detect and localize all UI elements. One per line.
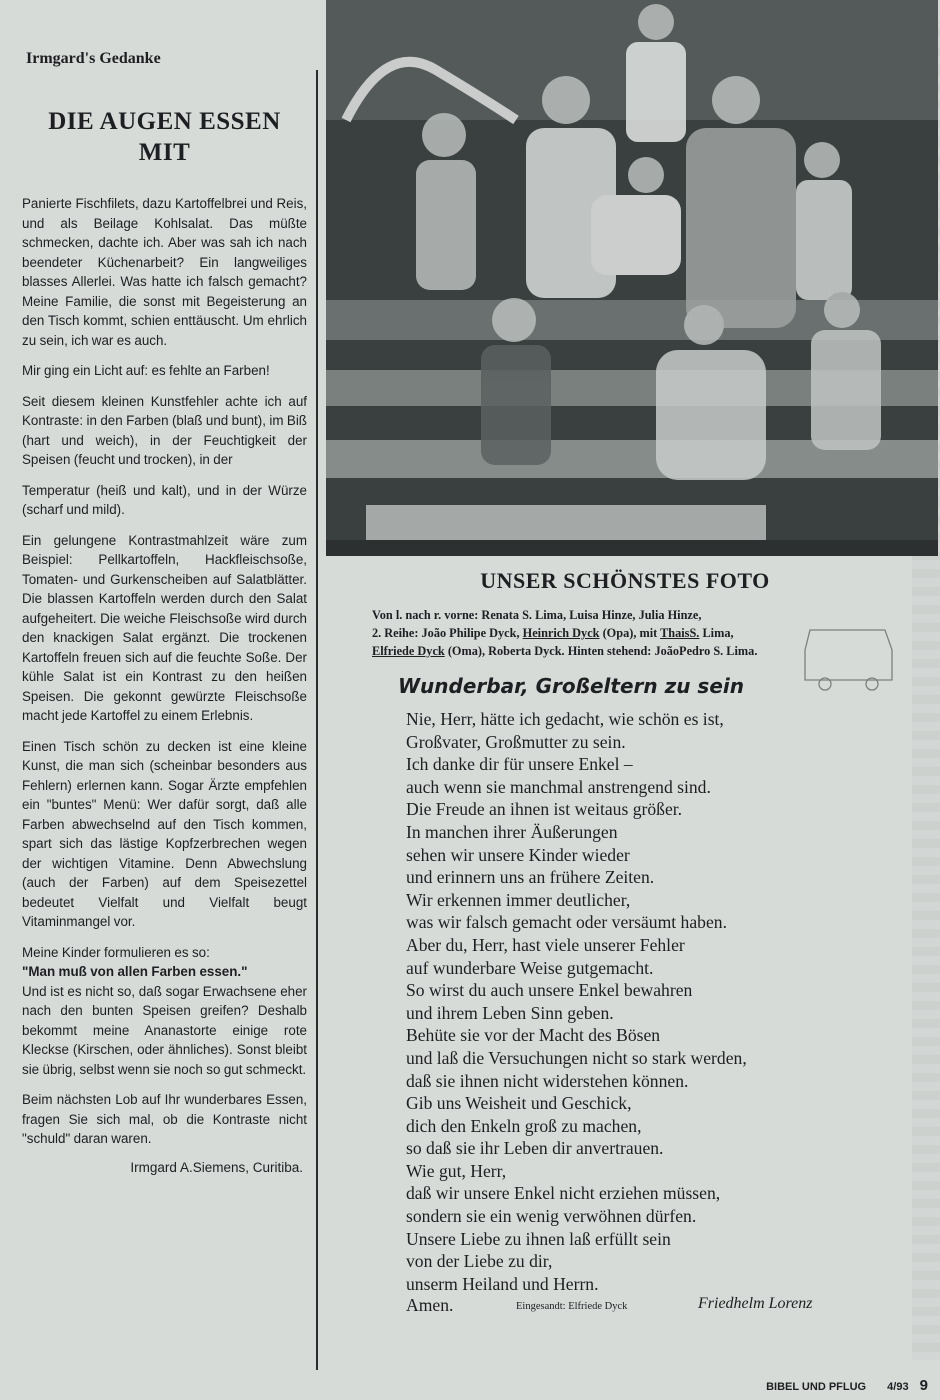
submitted-by: Eingesandt: Elfriede Dyck: [516, 1301, 628, 1313]
poem-line: unserm Heiland und Herrn.: [406, 1273, 599, 1294]
paragraph: Panierte Fischfilets, dazu Kartoffelbrei und Reis, und als Beilage Kohlsalat. Das müßte schmecken, dachte ich. Aber was sah ich nach beendeter Küchenarbeit? Ein langweiliges blasses Allerlei. Was hatte ich falsch gemacht? Meine Familie, die sonst mit Begeisterung an den Tisch kommt, schien enttäuscht. Um ehrlich zu sein, ich war es auch.: [22, 196, 307, 348]
caption-text: Lima,: [699, 626, 734, 640]
article-author: Irmgard A.Siemens, Curitiba.: [130, 1159, 303, 1175]
poem-line: Nie, Herr, hätte ich gedacht, wie schön es ist,: [406, 709, 724, 729]
poem-line: sehen wir unsere Kinder wieder: [406, 844, 630, 865]
poem-line: In manchen ihrer Äußerungen: [406, 821, 618, 842]
poem-line: so daß sie ihr Leben dir anvertrauen.: [406, 1138, 664, 1159]
poem-line: Wir erkennen immer deutlicher,: [406, 889, 631, 910]
paragraph: Meine Kinder formulieren es so:: [22, 944, 210, 960]
poem-line: und ihrem Leben Sinn geben.: [406, 1002, 614, 1023]
paragraph: Temperatur (heiß und kalt), und in der Würze (scharf und mild).: [22, 482, 307, 517]
poem-line: Großvater, Großmutter zu sein.: [406, 731, 626, 752]
left-article: [22, 40, 307, 1175]
poem-line: von der Liebe zu dir,: [406, 1251, 553, 1272]
poem-line: Die Freude an ihnen ist weitaus größer.: [406, 799, 683, 820]
paragraph: Und ist es nicht so, daß sogar Erwachsene eher nach den bunten Speisen greifen? Deshalb bekommt meine Ananastorte einige rote Kleckse (Kirschen, oder ähnliches). Sonst bleibt sie übrig, selbst wenn sie noch so gut schmeckt.: [22, 983, 307, 1077]
poem-title: Wunderbar, Großeltern zu sein: [398, 674, 744, 698]
poem-line: dich den Enkeln groß zu machen,: [406, 1115, 642, 1136]
caption-line: [372, 624, 902, 642]
page-footer: [766, 1377, 928, 1394]
caption-text: (Oma), Roberta Dyck. Hinten stehend: JoãoPedro S. Lima.: [444, 644, 758, 658]
poem-line: sondern sie ein wenig verwöhnen dürfen.: [406, 1206, 697, 1227]
caption-line: Von l. nach r. vorne: Renata S. Lima, Luisa Hinze, Julia Hinze,: [372, 608, 702, 622]
poem-body: [406, 708, 910, 1295]
caption-name-opa: Heinrich Dyck: [522, 626, 600, 640]
poem-line: Wie gut, Herr,: [406, 1160, 507, 1181]
magazine-name: BIBEL UND PFLUG: [766, 1381, 867, 1393]
paragraph: Mir ging ein Licht auf: es fehlte an Farben!: [22, 363, 270, 378]
column-rule: [316, 70, 318, 1370]
poem-line: Behüte sie vor der Macht des Bösen: [406, 1025, 661, 1046]
caption-text: 2. Reihe: João Philipe Dyck,: [372, 626, 523, 640]
poem-line: auch wenn sie manchmal anstrengend sind.: [406, 776, 711, 797]
paragraph: Ein gelungene Kontrastmahlzeit wäre zum Beispiel: Pellkartoffeln, Hackfleischsoße, Tomaten- und Gurkenscheiben auf Salatblätter. Die blassen Kartoffeln werden durch den Salat aufgeheitert. Die weiche Fleischsoße wird durch den knackigen Salat ergänzt. Die trockenen Kartoffeln freuen sich auf die feuchte Soße. Der kühle Salat ist ein Kontrast zu den heißen Speisen. Die gekonnt gewürzte Fleischsoße macht jede Kartoffel zu einem Erlebnis.: [22, 532, 307, 723]
page-number: 9: [919, 1377, 928, 1394]
caption-name-thais: ThaisS.: [660, 626, 700, 640]
poem-line: Aber du, Herr, hast viele unserer Fehler: [406, 934, 685, 955]
poem-line: Gib uns Weisheit und Geschick,: [406, 1093, 632, 1114]
paragraph: Beim nächsten Lob auf Ihr wunderbares Essen, fragen Sie sich mal, ob die Kontraste nicht "schuld" daran waren.: [22, 1092, 307, 1146]
poem-line: daß wir unsere Enkel nicht erziehen müssen,: [406, 1183, 721, 1204]
caption-text: (Opa), mit: [599, 626, 661, 640]
article-body: [22, 194, 307, 1149]
poem-amen: Amen.: [406, 1295, 454, 1316]
poem-footer: [340, 1295, 910, 1321]
poem-line: Ich danke dir für unsere Enkel –: [406, 754, 633, 775]
quote: "Man muß von allen Farben essen.": [22, 964, 248, 979]
right-column: [340, 560, 910, 1321]
family-photo: [326, 0, 938, 556]
photo-caption: [372, 606, 902, 660]
poem-line: und laß die Versuchungen nicht so stark werden,: [406, 1047, 747, 1068]
caption-line: [372, 642, 902, 660]
poem-line: daß sie ihnen nicht widerstehen können.: [406, 1070, 689, 1091]
issue-number: 4/93: [887, 1381, 909, 1393]
article-headline: DIE AUGEN ESSEN MIT: [48, 108, 281, 166]
poem-line: und erinnern uns an frühere Zeiten.: [406, 867, 655, 888]
caption-name-oma: Elfriede Dyck: [372, 644, 445, 658]
kicker: Irmgard's Gedanke: [26, 50, 161, 67]
poem-line: So wirst du auch unsere Enkel bewahren: [406, 980, 693, 1001]
poem-author: Friedhelm Lorenz: [698, 1295, 813, 1313]
paragraph: Einen Tisch schön zu decken ist eine kleine Kunst, die man sich (scheinbar besonders aus Fehlern) erlernen kann. Sogar Ärzte empfehlen ein "buntes" Menü: Wer dafür sorgt, daß alle Farben abwechselnd auf den Tisch kommen, spart sich das lästige Kopfzerbrechen wegen der wichtigen Vitamine. Denn Abwechslung (auch der Farben) auf dem Speisezettel bedeutet Vielfalt und Vielfalt beugt Vitaminmangel vor.: [22, 738, 307, 929]
poem-line: auf wunderbare Weise gutgemacht.: [406, 957, 654, 978]
photo-section-title: UNSER SCHÖNSTES FOTO: [480, 568, 770, 593]
poem-line: was wir falsch gemacht oder versäumt haben.: [406, 912, 727, 933]
poem-line: Unsere Liebe zu ihnen laß erfüllt sein: [406, 1228, 671, 1249]
paragraph: Seit diesem kleinen Kunstfehler achte ich auf Kontraste: in den Farben (blaß und bunt), im Biß (hart und weich), in der Feuchtigkeit der Speisen (feucht und trocken), in der: [22, 393, 307, 467]
